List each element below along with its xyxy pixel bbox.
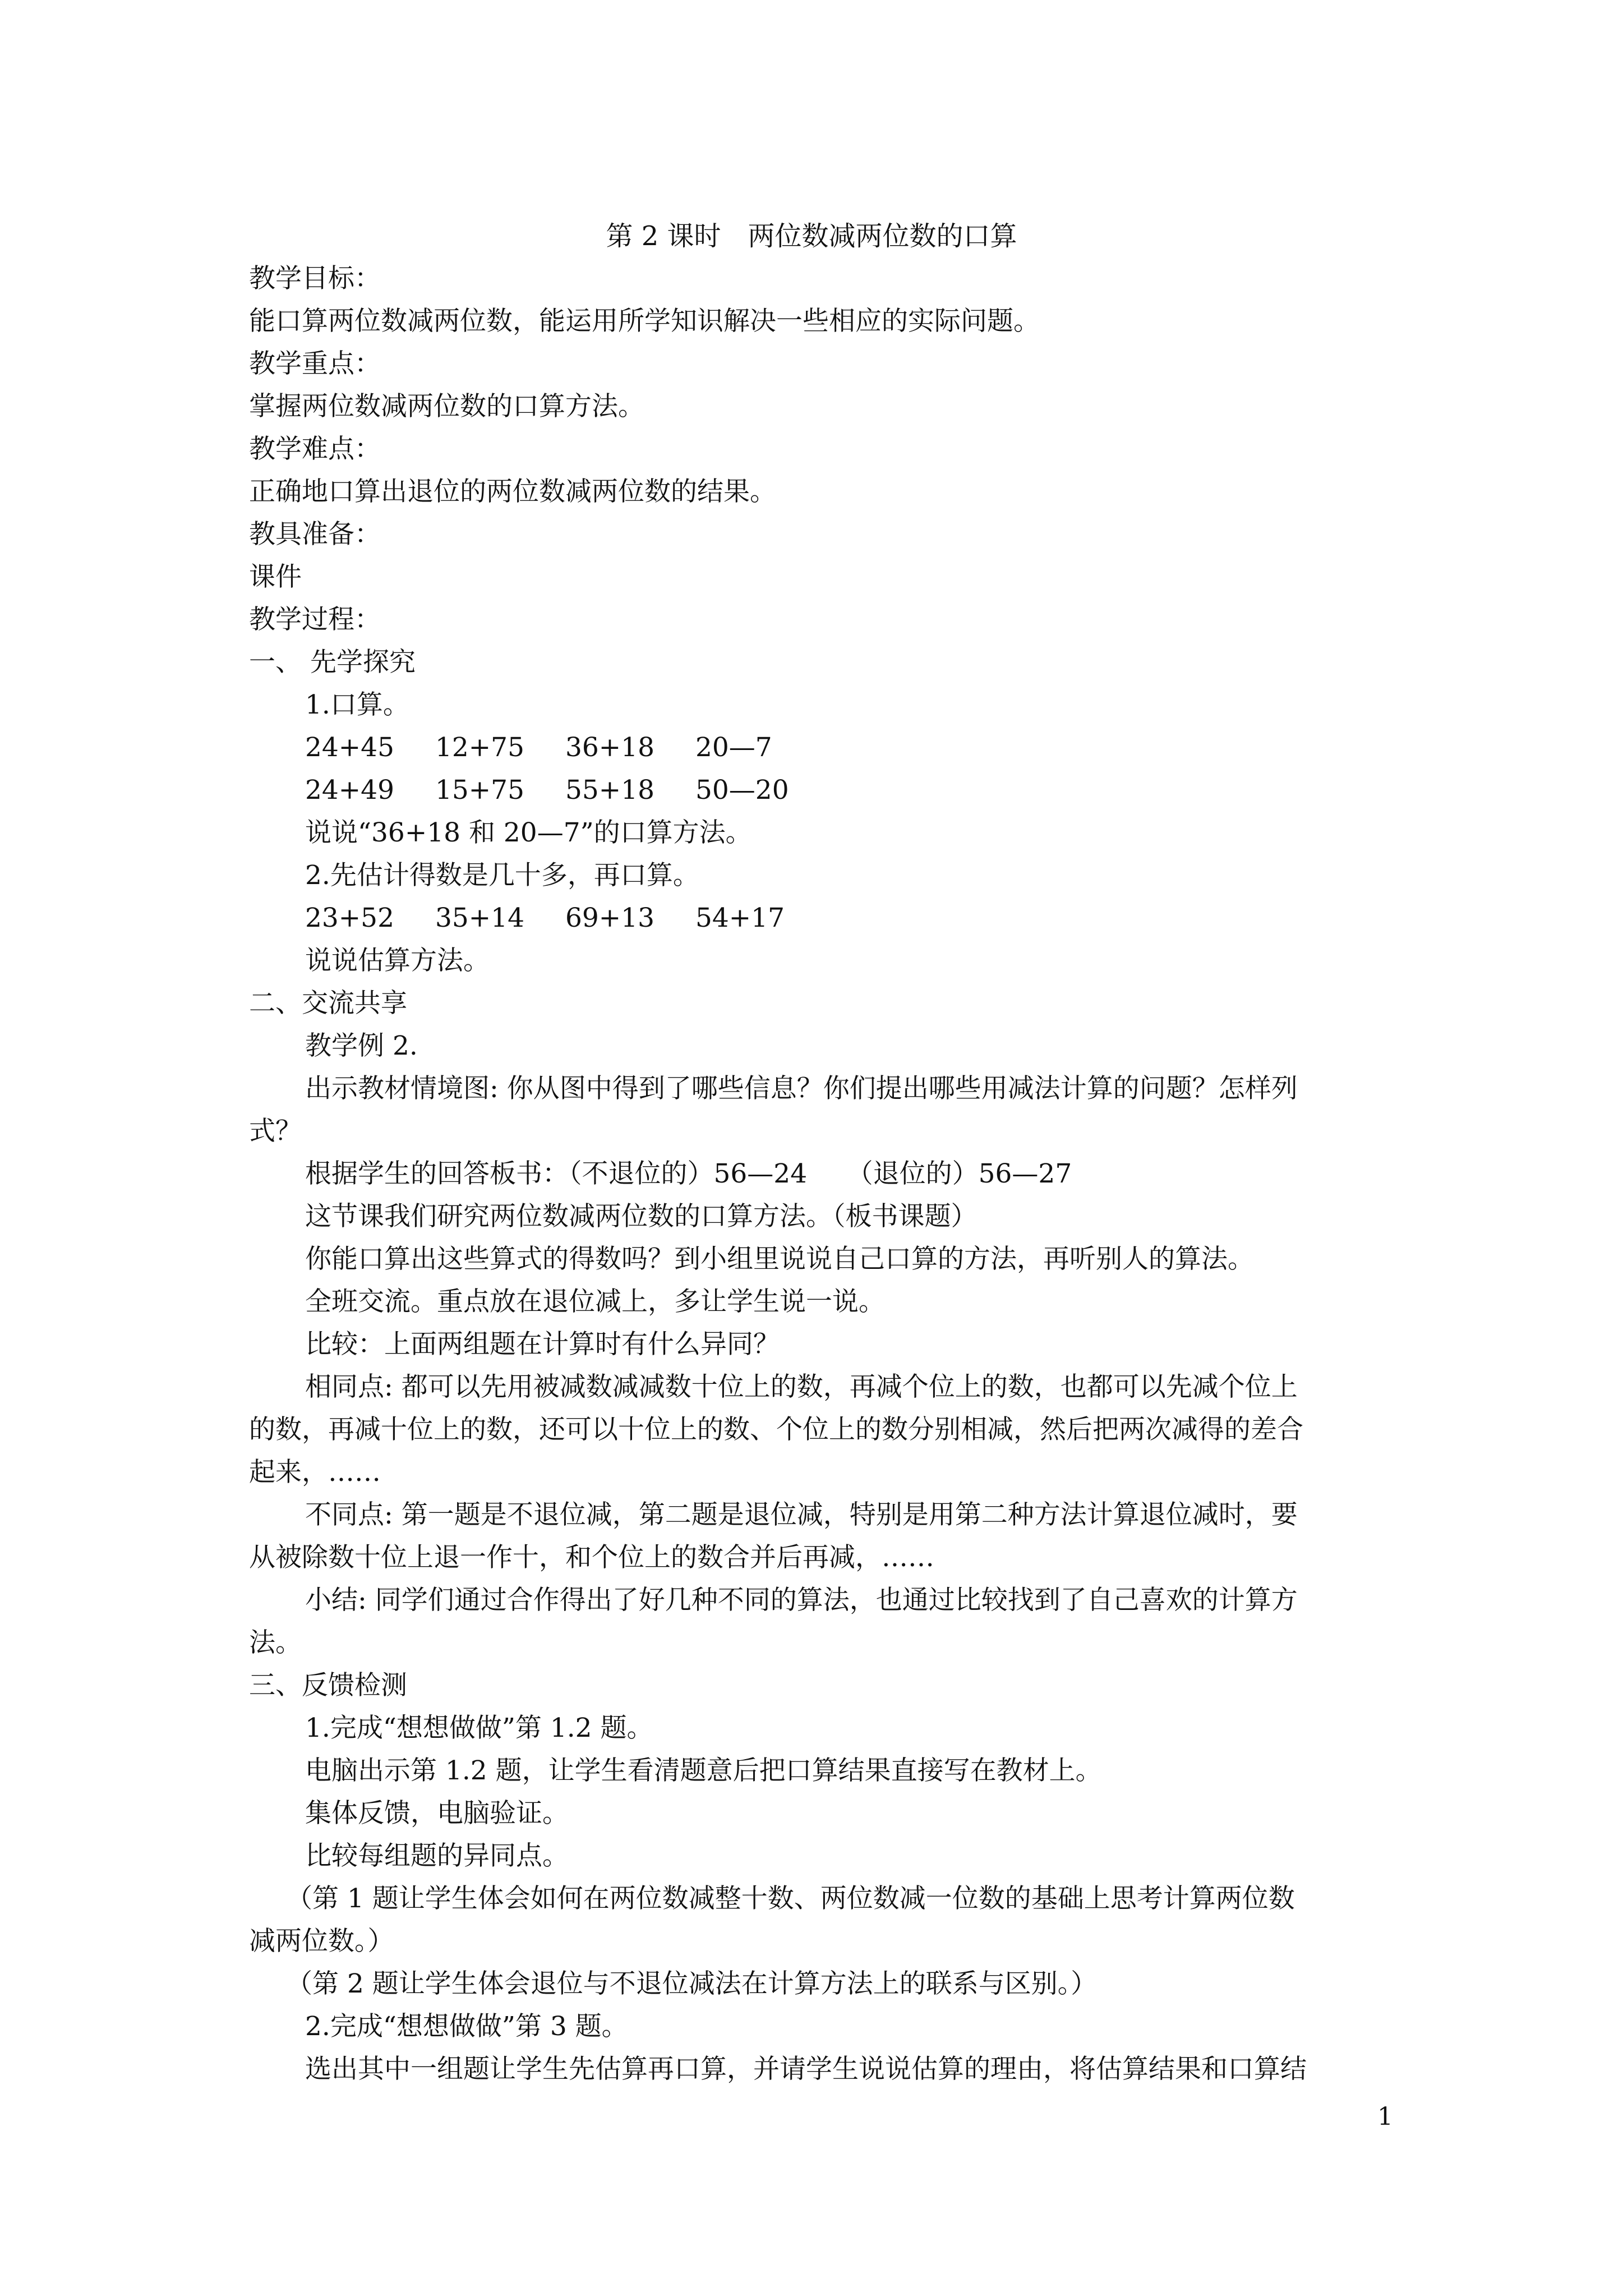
s3-paragraph: （第 2 题让学生体会退位与不退位减法在计算方法上的联系与区别。） [286,1968,1098,1999]
s3-paragraph: 2.完成“想想做做”第 3 题。 [305,2011,628,2042]
difficulty-text: 正确地口算出退位的两位数减两位数的结果。 [249,476,776,507]
calc-cell: 20—7 [695,732,772,763]
s1-say-2: 说说估算方法。 [305,945,490,976]
s3-paragraph: 比较每组题的异同点。 [305,1841,569,1871]
section-1-heading: 一、 先学探究 [249,647,416,678]
calc-cell: 24+49 [305,775,394,806]
s2-paragraph: 式？ [249,1116,302,1147]
s3-paragraph: 集体反馈，电脑验证。 [305,1798,569,1829]
s2-paragraph: 从被除数十位上退一作十，和个位上的数合并后再减，…… [249,1542,934,1573]
s3-paragraph: 减两位数。） [249,1926,394,1957]
s2-paragraph: 全班交流。重点放在退位减上，多让学生说一说。 [305,1286,885,1317]
calc-row-2 [305,769,1393,812]
page-number: 1 [1377,2102,1393,2131]
section-2-heading: 二、交流共享 [249,988,407,1019]
s3-paragraph: 选出其中一组题让学生先估算再口算，并请学生说说估算的理由，将估算结果和口算结 [305,2054,1307,2085]
process-label: 教学过程： [249,604,381,635]
s2-paragraph: 这节课我们研究两位数减两位数的口算方法。（板书课题） [305,1201,978,1232]
s2-paragraph: 你能口算出这些算式的得数吗？到小组里说说自己口算的方法，再听别人的算法。 [305,1244,1254,1274]
s2-paragraph: 小结: 同学们通过合作得出了好几种不同的算法，也通过比较找到了自己喜欢的计算方 [305,1585,1298,1616]
s1-say-1: 说说“36+18 和 20—7”的口算方法。 [305,817,752,848]
calc-cell: 15+75 [435,775,524,806]
s1-item-1: 1.口算。 [305,689,409,720]
calc-cell: 69+13 [565,903,654,933]
s2-paragraph: 起来，…… [249,1457,381,1488]
s2-paragraph: 法。 [249,1627,302,1658]
calc-cell: 23+52 [305,903,394,933]
s2-paragraph: 出示教材情境图: 你从图中得到了哪些信息？你们提出哪些用减法计算的问题？怎样列 [305,1073,1298,1104]
key-label: 教学重点： [249,348,381,379]
s1-item-2: 2.先估计得数是几十多，再口算。 [305,860,699,891]
s2-paragraph: 比较：上面两组题在计算时有什么异同？ [305,1329,780,1360]
calc-row-1 [305,726,1393,769]
key-text: 掌握两位数减两位数的口算方法。 [249,391,644,422]
s3-paragraph: （第 1 题让学生体会如何在两位数减整十数、两位数减一位数的基础上思考计算两位数 [286,1883,1295,1914]
s2-paragraph: 不同点: 第一题是不退位减，第二题是退位减，特别是用第二种方法计算退位减时，要 [305,1499,1298,1530]
calc-cell: 24+45 [305,732,394,763]
lesson-title: 第 2 课时 两位数减两位数的口算 [606,220,1017,252]
tools-label: 教具准备： [249,519,381,550]
s2-paragraph: 相同点: 都可以先用被减数减减数十位上的数，再减个位上的数，也都可以先减个位上 [305,1372,1298,1402]
s2-paragraph: 教学例 2. [305,1030,418,1061]
calc-cell: 54+17 [695,903,785,933]
s3-paragraph: 1.完成“想想做做”第 1.2 题。 [305,1713,653,1743]
calc-cell: 36+18 [565,732,654,763]
calc-cell: 12+75 [435,732,524,763]
tools-text: 课件 [249,562,302,592]
calc-row-3 [305,897,1393,940]
goal-text: 能口算两位数减两位数，能运用所学知识解决一些相应的实际问题。 [249,306,1040,337]
difficulty-label: 教学难点： [249,434,381,464]
section-3-heading: 三、反馈检测 [249,1670,407,1701]
s2-paragraph: 的数，再减十位上的数，还可以十位上的数、个位上的数分别相减，然后把两次减得的差合 [249,1414,1303,1445]
calc-cell: 50—20 [695,775,789,806]
s3-paragraph: 电脑出示第 1.2 题，让学生看清题意后把口算结果直接写在教材上。 [305,1755,1102,1786]
goal-label: 教学目标： [249,263,381,294]
s2-paragraph: 根据学生的回答板书：（不退位的）56—24 （退位的）56—27 [305,1158,1072,1189]
calc-cell: 35+14 [435,903,524,933]
calc-cell: 55+18 [565,775,654,806]
